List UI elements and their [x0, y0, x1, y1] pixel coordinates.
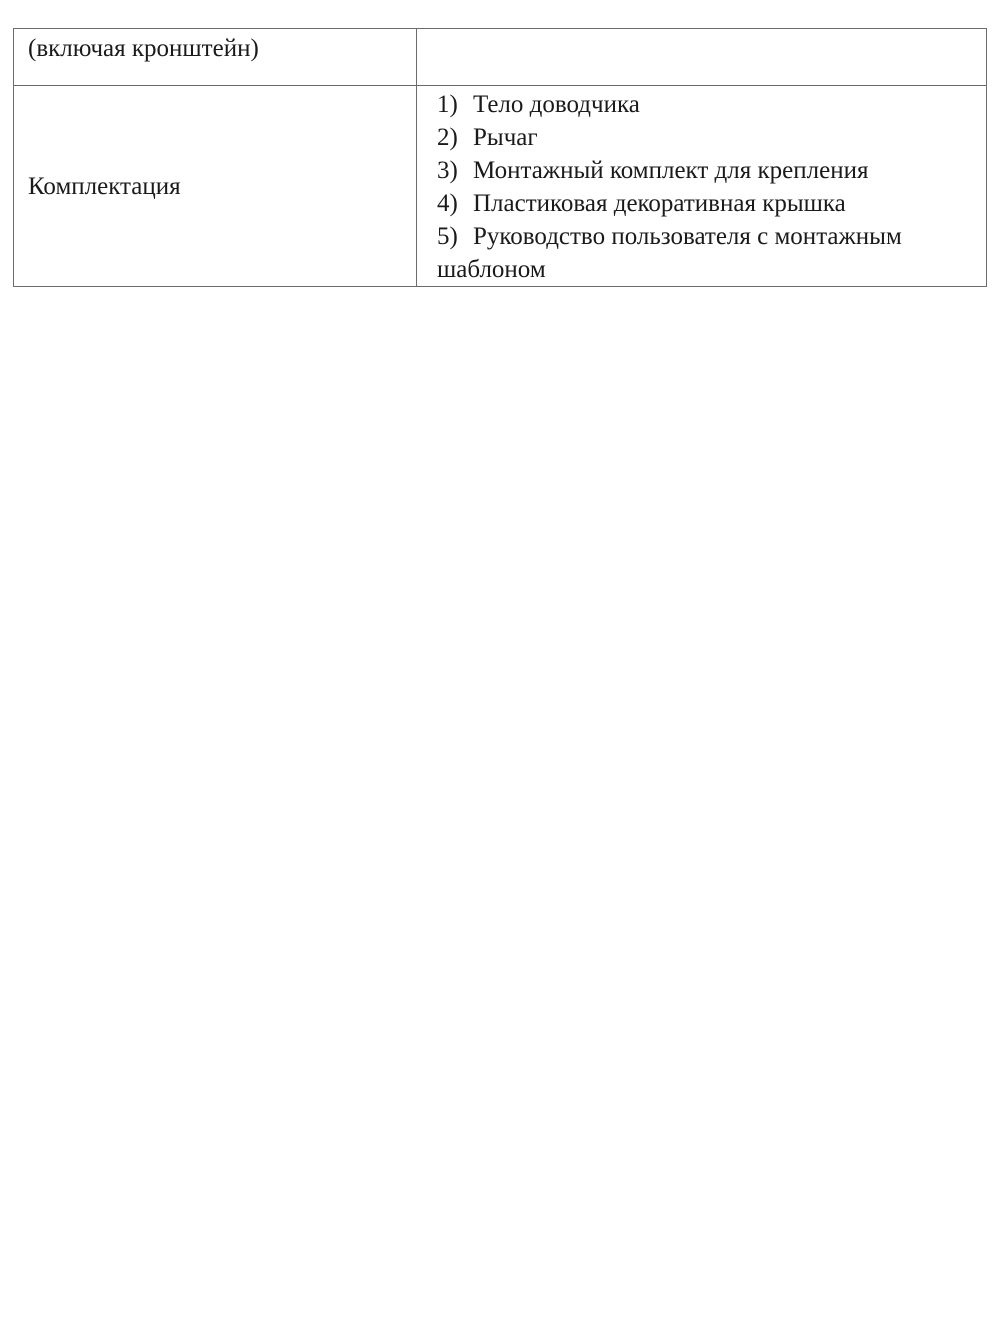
- list-item-text: Руководство пользователя с монтажным шаблоном: [437, 223, 902, 283]
- list-item-number: 4): [437, 190, 458, 217]
- list-item-text: Тело доводчика: [473, 91, 640, 118]
- list-item-text: Монтажный комплект для крепления: [473, 157, 869, 184]
- row-label-cell: [14, 86, 417, 287]
- list-item-text: Пластиковая декоративная крышка: [473, 190, 846, 217]
- list-item-number: 2): [437, 124, 458, 151]
- row-label-contents: Комплектация: [28, 172, 181, 200]
- row-value-cell: [417, 86, 987, 287]
- list-item-number: 5): [437, 223, 458, 250]
- contents-list: [437, 88, 976, 286]
- list-item: [437, 220, 976, 286]
- row-label: (включая кронштейн): [28, 35, 259, 62]
- list-item: [437, 88, 976, 121]
- table-row: [14, 29, 987, 86]
- spec-table: [13, 28, 987, 287]
- list-item-number: 1): [437, 91, 458, 118]
- list-item: [437, 121, 976, 154]
- table-row: [14, 86, 987, 287]
- list-item: [437, 154, 976, 187]
- row-value-cell: [417, 29, 987, 86]
- row-label-cell: [14, 29, 417, 86]
- list-item-text: Рычаг: [473, 124, 538, 151]
- list-item: [437, 187, 976, 220]
- list-item-number: 3): [437, 157, 458, 184]
